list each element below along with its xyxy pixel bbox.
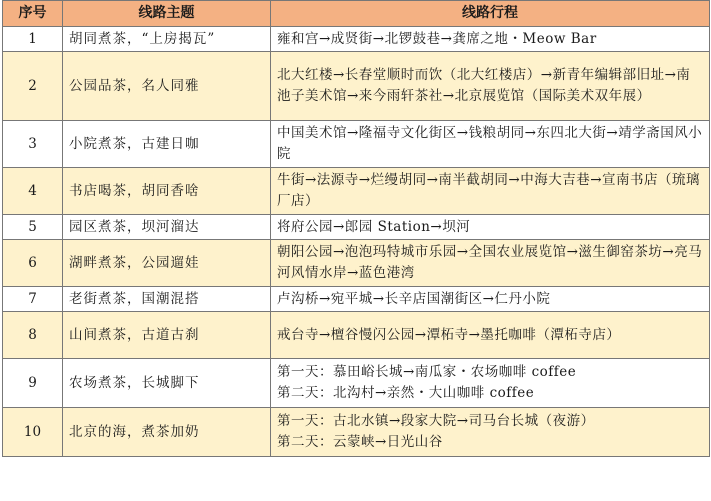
header-theme: 线路主题 [63, 1, 271, 27]
route-theme: 老街煮茶，国潮混搭 [63, 287, 271, 312]
header-no: 序号 [3, 1, 63, 27]
row-number: 3 [3, 121, 63, 168]
itinerary-line: 卢沟桥→宛平城→长辛店国潮街区→仁丹小院 [277, 290, 551, 307]
itinerary-day-2: 第二天：云蒙峡→日光山谷 [277, 434, 443, 450]
row-number: 10 [3, 408, 63, 457]
header-row [3, 1, 710, 27]
route-itinerary [271, 408, 710, 457]
row-number: 6 [3, 240, 63, 287]
route-theme: 公园品茶，名人同雅 [63, 52, 271, 121]
route-theme: 胡同煮茶，“上房揭瓦” [63, 27, 271, 52]
route-itinerary [271, 52, 710, 121]
itinerary-line: 北大红楼→长春堂顺时而饮（北大红楼店）→新青年编辑部旧址→南池子美术馆→来今雨轩茶社→北京展览馆（国际美术双年展） [277, 67, 691, 104]
route-theme: 书店喝茶，胡同香啥 [63, 168, 271, 215]
itinerary-line: 将府公园→郎园 Station→坝河 [277, 218, 471, 235]
row-number: 8 [3, 312, 63, 359]
itinerary-line: 中国美术馆→隆福寺文化街区→钱粮胡同→东四北大街→靖学斋国风小院 [277, 125, 703, 162]
header-route: 线路行程 [271, 1, 710, 27]
itinerary-day-1: 第一天：慕田峪长城→南瓜家・农场咖啡 coffee [277, 364, 577, 380]
row-number: 5 [3, 215, 63, 240]
row-number: 7 [3, 287, 63, 312]
table-row [3, 121, 710, 168]
table-header [3, 1, 710, 27]
itinerary-line: 雍和宫→成贤街→北锣鼓巷→龚席之地・Meow Bar [277, 30, 597, 47]
table-row [3, 168, 710, 215]
table-row [3, 52, 710, 121]
table-row [3, 215, 710, 240]
table-row [3, 359, 710, 408]
row-number: 1 [3, 27, 63, 52]
row-number: 4 [3, 168, 63, 215]
route-theme: 农场煮茶，长城脚下 [63, 359, 271, 408]
route-itinerary [271, 168, 710, 215]
row-number: 2 [3, 52, 63, 121]
route-theme: 园区煮茶，坝河溜达 [63, 215, 271, 240]
route-theme: 北京的海，煮茶加奶 [63, 408, 271, 457]
route-itinerary [271, 215, 710, 240]
route-theme: 湖畔煮茶，公园遛娃 [63, 240, 271, 287]
route-theme: 小院煮茶，古建日咖 [63, 121, 271, 168]
itinerary-line: 朝阳公园→泡泡玛特城市乐园→全国农业展览馆→滋生御窑茶坊→亮马河风情水岸→蓝色港湾 [277, 244, 703, 281]
itinerary-day-2: 第二天：北沟村→亲然・大山咖啡 coffee [277, 385, 535, 401]
route-itinerary [271, 287, 710, 312]
table-row [3, 240, 710, 287]
route-table [2, 0, 710, 457]
route-itinerary [271, 359, 710, 408]
table-row [3, 312, 710, 359]
itinerary-day-1: 第一天：古北水镇→段家大院→司马台长城（夜游） [277, 413, 595, 429]
itinerary-line: 牛街→法源寺→烂缦胡同→南半截胡同→中海大吉巷→宣南书店（琉璃厂店） [277, 172, 701, 209]
route-itinerary [271, 27, 710, 52]
table-body [3, 27, 710, 457]
row-number: 9 [3, 359, 63, 408]
table-row [3, 27, 710, 52]
route-theme: 山间煮茶，古道古刹 [63, 312, 271, 359]
route-itinerary [271, 121, 710, 168]
itinerary-line: 戒台寺→檀谷慢闪公园→潭柘寺→墨托咖啡（潭柘寺店） [277, 326, 621, 343]
route-itinerary [271, 312, 710, 359]
table-row [3, 287, 710, 312]
table-row [3, 408, 710, 457]
route-itinerary [271, 240, 710, 287]
